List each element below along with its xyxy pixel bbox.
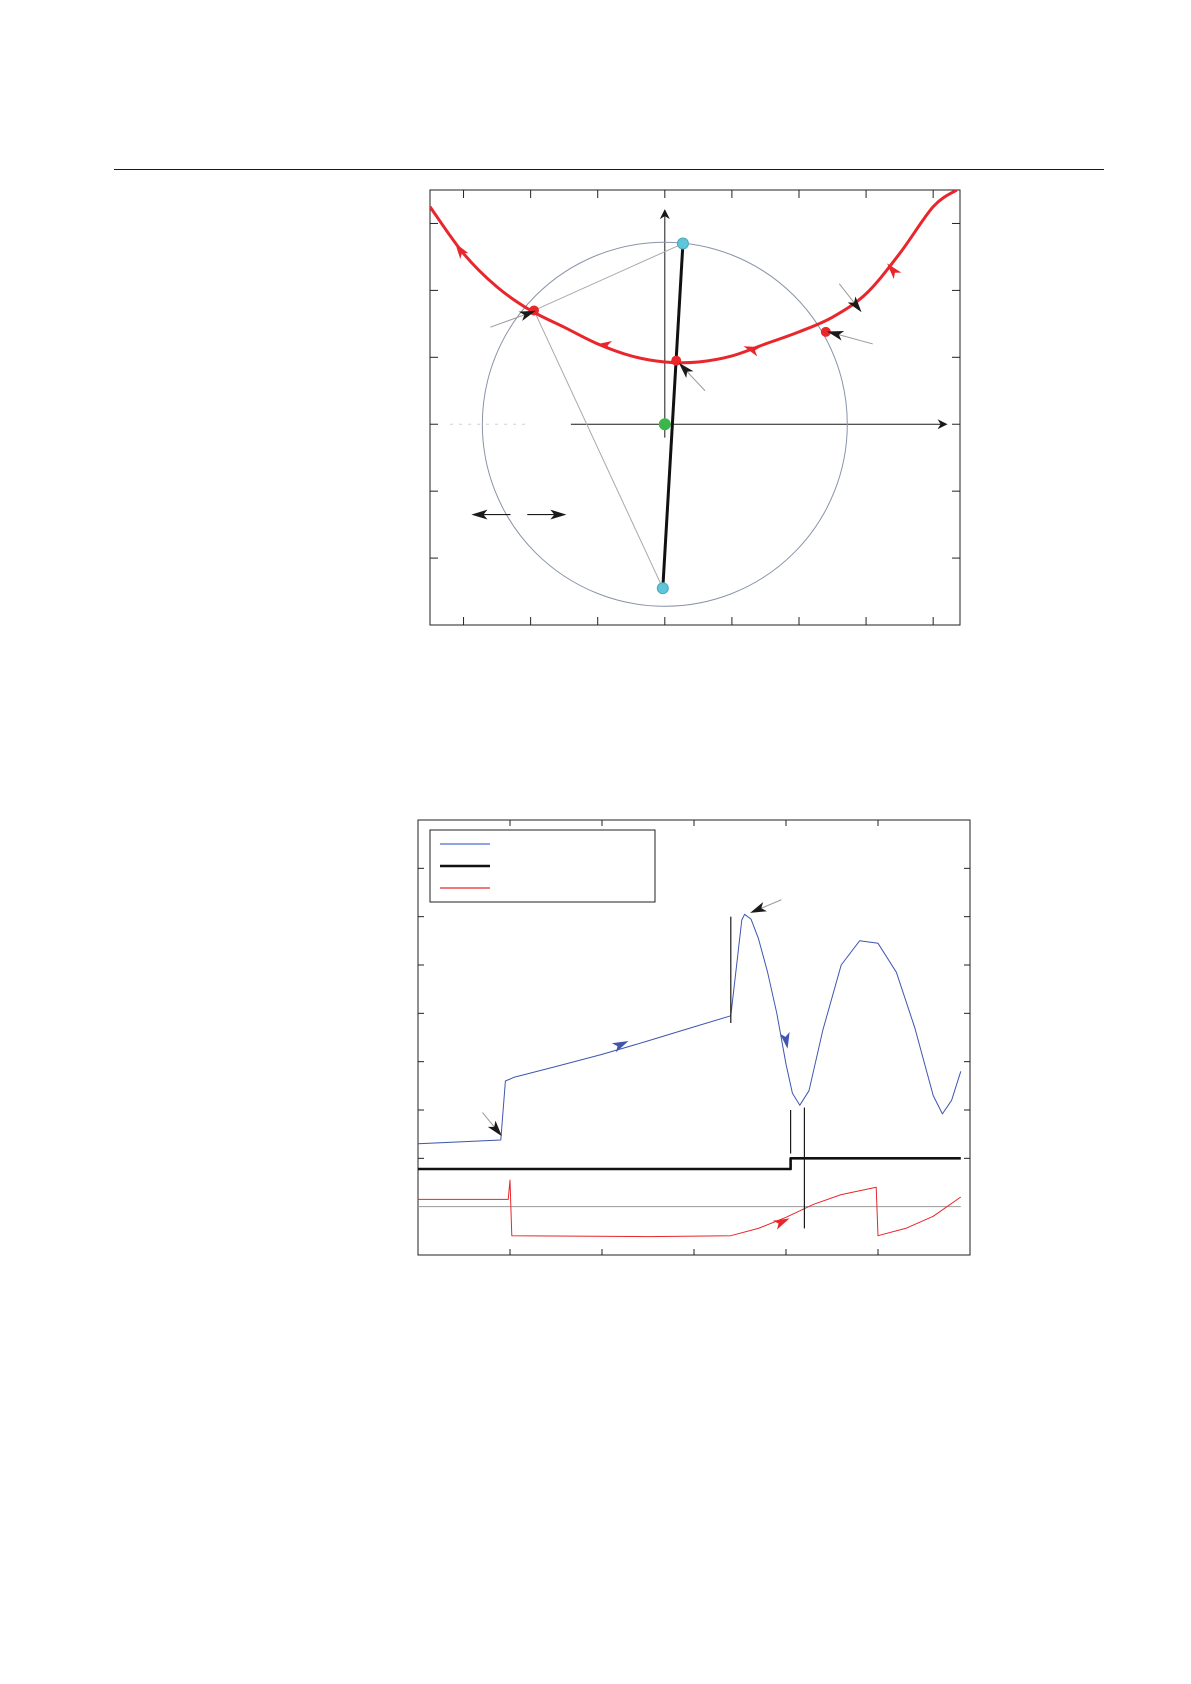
pointer-peak-head xyxy=(750,902,767,913)
time-series-plot xyxy=(418,820,970,1255)
series-line-black xyxy=(418,1158,961,1169)
locus-direction-arrow-3 xyxy=(887,263,901,279)
phase-plot xyxy=(430,190,960,625)
pointer-step-shaft xyxy=(482,1112,496,1129)
pointer-middle-point-shaft xyxy=(685,369,705,390)
plot-frame xyxy=(430,190,960,625)
pole-point-1 xyxy=(657,583,668,594)
red-direction-arrow xyxy=(773,1218,790,1229)
chord-line-1 xyxy=(534,310,663,588)
series-line-red xyxy=(418,1180,961,1237)
pointer-right-point-shaft xyxy=(836,334,873,344)
bold-diameter-segment xyxy=(663,244,683,589)
chord-line-0 xyxy=(534,244,683,311)
locus-curve xyxy=(430,190,957,363)
pole-point-0 xyxy=(677,238,688,249)
center-point xyxy=(659,418,671,430)
pointer-right-upper-shaft xyxy=(839,284,856,305)
pointer-left-point-shaft xyxy=(490,314,527,327)
pointer-step-head xyxy=(488,1121,502,1137)
series-line-blue xyxy=(418,914,961,1144)
